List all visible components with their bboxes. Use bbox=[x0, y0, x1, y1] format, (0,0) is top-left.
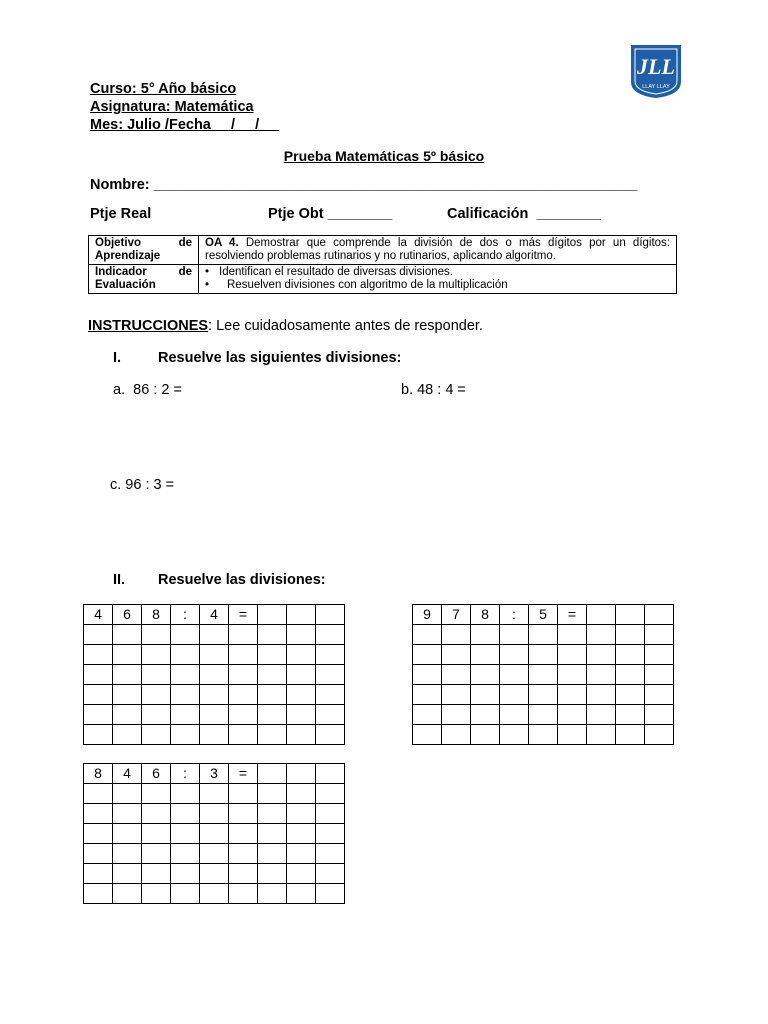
grid-cell[interactable] bbox=[229, 884, 258, 904]
grid-row bbox=[84, 884, 345, 904]
grid-header-cell[interactable] bbox=[287, 605, 316, 625]
grid-cell[interactable] bbox=[142, 824, 171, 844]
grid-cell[interactable] bbox=[113, 864, 142, 884]
grid-cell[interactable] bbox=[84, 625, 113, 645]
grid-cell[interactable] bbox=[113, 884, 142, 904]
grid-cell[interactable] bbox=[287, 725, 316, 745]
grid-cell[interactable] bbox=[171, 824, 200, 844]
objective-text bbox=[199, 236, 677, 265]
grid-cell[interactable] bbox=[529, 645, 558, 665]
grid-cell[interactable] bbox=[558, 645, 587, 665]
grid-header-cell[interactable] bbox=[316, 605, 345, 625]
grid-cell[interactable] bbox=[142, 665, 171, 685]
grid-row bbox=[84, 685, 345, 705]
grid-cell[interactable] bbox=[84, 685, 113, 705]
section1-title: Resuelve las siguientes divisiones: bbox=[158, 350, 402, 366]
grid-cell[interactable] bbox=[287, 645, 316, 665]
grid-cell[interactable] bbox=[171, 705, 200, 725]
grid-cell[interactable] bbox=[316, 784, 345, 804]
grid-cell[interactable] bbox=[316, 824, 345, 844]
grid-cell[interactable] bbox=[287, 804, 316, 824]
grid-cell[interactable] bbox=[229, 784, 258, 804]
grid-cell[interactable] bbox=[171, 784, 200, 804]
grid-header-cell[interactable]: 6 bbox=[142, 764, 171, 784]
grid-cell[interactable] bbox=[258, 804, 287, 824]
grid-cell[interactable] bbox=[316, 864, 345, 884]
grid-header-cell[interactable]: 8 bbox=[142, 605, 171, 625]
grid-cell[interactable] bbox=[558, 665, 587, 685]
grid-row bbox=[84, 804, 345, 824]
grid-cell[interactable] bbox=[171, 685, 200, 705]
grid-cell[interactable] bbox=[142, 725, 171, 745]
grid-cell[interactable] bbox=[200, 824, 229, 844]
grid-cell[interactable] bbox=[229, 804, 258, 824]
grid-cell[interactable] bbox=[258, 864, 287, 884]
grid-cell[interactable] bbox=[316, 804, 345, 824]
grid-cell[interactable] bbox=[84, 844, 113, 864]
grid-cell[interactable] bbox=[113, 804, 142, 824]
grid-cell[interactable] bbox=[558, 705, 587, 725]
page-title: Prueba Matemáticas 5º básico bbox=[283, 148, 485, 164]
grid-cell[interactable] bbox=[616, 705, 645, 725]
grid-cell[interactable] bbox=[142, 645, 171, 665]
grid-cell[interactable] bbox=[616, 625, 645, 645]
grid-cell[interactable] bbox=[558, 685, 587, 705]
grid-header-cell[interactable]: 4 bbox=[200, 605, 229, 625]
grid-cell[interactable] bbox=[229, 665, 258, 685]
grid-cell[interactable] bbox=[171, 645, 200, 665]
grid-header-cell[interactable] bbox=[316, 764, 345, 784]
grid-cell[interactable] bbox=[316, 844, 345, 864]
grid-cell[interactable] bbox=[413, 665, 442, 685]
grid-cell[interactable] bbox=[500, 625, 529, 645]
grid-cell[interactable] bbox=[229, 844, 258, 864]
objective-table bbox=[88, 235, 677, 294]
grid-cell[interactable] bbox=[200, 844, 229, 864]
grid-cell[interactable] bbox=[529, 725, 558, 745]
grid-cell[interactable] bbox=[287, 864, 316, 884]
name-field[interactable]: Nombre: ____________________________________________________________ bbox=[90, 177, 638, 193]
grid-cell[interactable] bbox=[529, 665, 558, 685]
grid-cell[interactable] bbox=[287, 685, 316, 705]
grid-header-cell[interactable]: : bbox=[500, 605, 529, 625]
grid-cell[interactable] bbox=[645, 705, 674, 725]
division-grid-1[interactable] bbox=[83, 604, 345, 745]
grid-cell[interactable] bbox=[171, 665, 200, 685]
grid-cell[interactable] bbox=[287, 884, 316, 904]
section2-title: Resuelve las divisiones: bbox=[158, 572, 326, 588]
grid-cell[interactable] bbox=[200, 665, 229, 685]
grid-header-cell[interactable]: 3 bbox=[200, 764, 229, 784]
grid-cell[interactable] bbox=[229, 645, 258, 665]
grid-cell[interactable] bbox=[558, 725, 587, 745]
grid-cell[interactable] bbox=[142, 625, 171, 645]
grid-cell[interactable] bbox=[645, 685, 674, 705]
grid-cell[interactable] bbox=[171, 725, 200, 745]
division-grid-2[interactable] bbox=[412, 604, 674, 745]
grid-cell[interactable] bbox=[171, 884, 200, 904]
grid-cell[interactable] bbox=[616, 645, 645, 665]
indicator-label: Indicador de Evaluación bbox=[89, 265, 199, 294]
grid-cell[interactable] bbox=[113, 625, 142, 645]
grid-cell[interactable] bbox=[500, 705, 529, 725]
instructions bbox=[88, 318, 483, 334]
grid-row bbox=[84, 625, 345, 645]
grid-cell[interactable] bbox=[471, 645, 500, 665]
grid-cell[interactable] bbox=[84, 665, 113, 685]
grid-row bbox=[84, 725, 345, 745]
grid-header-cell[interactable] bbox=[258, 764, 287, 784]
grade-field[interactable]: Calificación ________ bbox=[447, 206, 601, 222]
grid-header-cell[interactable] bbox=[258, 605, 287, 625]
grid-cell[interactable] bbox=[587, 645, 616, 665]
grid-cell[interactable] bbox=[413, 625, 442, 645]
grid-header-row bbox=[84, 764, 345, 784]
grid-cell[interactable] bbox=[500, 685, 529, 705]
grid-cell[interactable] bbox=[616, 665, 645, 685]
grid-cell[interactable] bbox=[200, 864, 229, 884]
real-score-label: Ptje Real bbox=[90, 206, 152, 222]
grid-header-cell[interactable]: 4 bbox=[113, 764, 142, 784]
grid-cell[interactable] bbox=[587, 625, 616, 645]
section1-number: I. bbox=[113, 350, 122, 366]
grid-cell[interactable] bbox=[171, 625, 200, 645]
grid-cell[interactable] bbox=[113, 725, 142, 745]
grid-cell[interactable] bbox=[500, 665, 529, 685]
grid-cell[interactable] bbox=[258, 725, 287, 745]
grid-cell[interactable] bbox=[142, 685, 171, 705]
grid-header-cell[interactable]: 8 bbox=[471, 605, 500, 625]
grid-cell[interactable] bbox=[113, 844, 142, 864]
grid-cell[interactable] bbox=[171, 804, 200, 824]
grid-cell[interactable] bbox=[258, 645, 287, 665]
grid-cell[interactable] bbox=[113, 685, 142, 705]
grid-cell[interactable] bbox=[258, 844, 287, 864]
grid-cell[interactable] bbox=[471, 705, 500, 725]
instructions-text: : Lee cuidadosamente antes de responder. bbox=[208, 318, 483, 334]
grid-cell[interactable] bbox=[113, 705, 142, 725]
grid-cell[interactable] bbox=[645, 645, 674, 665]
grid-cell[interactable] bbox=[84, 824, 113, 844]
grid-cell[interactable] bbox=[142, 784, 171, 804]
grid-cell[interactable] bbox=[500, 725, 529, 745]
indicator-item: • Identifican el resultado de diversas divisiones. bbox=[205, 266, 453, 278]
problem-a: a. 86 : 2 = bbox=[113, 382, 182, 398]
grid-row bbox=[84, 645, 345, 665]
grid-cell[interactable] bbox=[316, 625, 345, 645]
grid-cell[interactable] bbox=[229, 705, 258, 725]
grid-row bbox=[84, 705, 345, 725]
grid-cell[interactable] bbox=[471, 685, 500, 705]
grid-cell[interactable] bbox=[84, 804, 113, 824]
grid-header-row bbox=[84, 605, 345, 625]
grid-cell[interactable] bbox=[442, 705, 471, 725]
course-line: Curso: 5° Año básico bbox=[90, 81, 237, 97]
grid-cell[interactable] bbox=[316, 725, 345, 745]
division-grid-3[interactable] bbox=[83, 763, 345, 904]
grid-cell[interactable] bbox=[142, 844, 171, 864]
grid-cell[interactable] bbox=[84, 705, 113, 725]
grid-cell[interactable] bbox=[645, 625, 674, 645]
grid-cell[interactable] bbox=[171, 844, 200, 864]
grid-cell[interactable] bbox=[113, 784, 142, 804]
grid-cell[interactable] bbox=[287, 824, 316, 844]
grid-cell[interactable] bbox=[645, 665, 674, 685]
grid-cell[interactable] bbox=[229, 824, 258, 844]
grid-cell[interactable] bbox=[258, 705, 287, 725]
objective-code: OA 4. bbox=[205, 237, 239, 249]
grid-row bbox=[84, 665, 345, 685]
grid-cell[interactable] bbox=[529, 625, 558, 645]
grid-header-cell[interactable]: : bbox=[171, 764, 200, 784]
section2-number: II. bbox=[113, 572, 126, 588]
grid-cell[interactable] bbox=[316, 685, 345, 705]
grid-cell[interactable] bbox=[316, 645, 345, 665]
grid-cell[interactable] bbox=[258, 625, 287, 645]
month-date-line: Mes: Julio /Fecha / / bbox=[90, 117, 280, 133]
grid-cell[interactable] bbox=[442, 645, 471, 665]
grid-row bbox=[413, 685, 674, 705]
grid-cell[interactable] bbox=[316, 705, 345, 725]
grid-cell[interactable] bbox=[258, 685, 287, 705]
grid-cell[interactable] bbox=[645, 725, 674, 745]
grid-cell[interactable] bbox=[258, 884, 287, 904]
grid-cell[interactable] bbox=[113, 665, 142, 685]
grid-cell[interactable] bbox=[471, 665, 500, 685]
grid-cell[interactable] bbox=[200, 884, 229, 904]
grid-header-cell[interactable]: : bbox=[171, 605, 200, 625]
grid-cell[interactable] bbox=[200, 725, 229, 745]
grid-cell[interactable] bbox=[113, 824, 142, 844]
grid-cell[interactable] bbox=[413, 645, 442, 665]
grid-header-cell[interactable] bbox=[616, 605, 645, 625]
grid-cell[interactable] bbox=[200, 645, 229, 665]
objective-description: Demostrar que comprende la división de dos o más dígitos por un dígitos: resolviendo problemas rutinarios y no rutinarios, aplicando algoritmo. bbox=[205, 237, 671, 262]
grid-cell[interactable] bbox=[229, 625, 258, 645]
indicator-list bbox=[199, 265, 677, 294]
grid-header-cell[interactable]: = bbox=[558, 605, 587, 625]
objective-row bbox=[89, 236, 677, 265]
grid-cell[interactable] bbox=[142, 864, 171, 884]
grid-header-cell[interactable] bbox=[287, 764, 316, 784]
grid-cell[interactable] bbox=[287, 784, 316, 804]
grid-cell[interactable] bbox=[587, 705, 616, 725]
problem-b: b. 48 : 4 = bbox=[401, 382, 466, 398]
school-logo bbox=[630, 44, 682, 98]
grid-header-cell[interactable] bbox=[587, 605, 616, 625]
grid-cell[interactable] bbox=[316, 665, 345, 685]
grid-header-cell[interactable]: 4 bbox=[84, 605, 113, 625]
grid-row bbox=[413, 665, 674, 685]
grid-cell[interactable] bbox=[413, 685, 442, 705]
grid-header-cell[interactable]: 9 bbox=[413, 605, 442, 625]
grid-header-cell[interactable]: = bbox=[229, 605, 258, 625]
grid-cell[interactable] bbox=[200, 625, 229, 645]
grid-cell[interactable] bbox=[442, 665, 471, 685]
grid-cell[interactable] bbox=[142, 705, 171, 725]
grid-cell[interactable] bbox=[413, 705, 442, 725]
grid-cell[interactable] bbox=[258, 665, 287, 685]
grid-cell[interactable] bbox=[587, 725, 616, 745]
grid-cell[interactable] bbox=[442, 625, 471, 645]
grid-header-cell[interactable]: 5 bbox=[529, 605, 558, 625]
grid-cell[interactable] bbox=[200, 804, 229, 824]
grid-header-cell[interactable]: = bbox=[229, 764, 258, 784]
bullet-icon: • bbox=[205, 279, 210, 291]
logo-monogram: JLL bbox=[637, 54, 675, 79]
grid-cell[interactable] bbox=[287, 844, 316, 864]
grid-header-row bbox=[413, 605, 674, 625]
grid-cell[interactable] bbox=[587, 665, 616, 685]
grid-header-cell[interactable]: 6 bbox=[113, 605, 142, 625]
grid-cell[interactable] bbox=[287, 625, 316, 645]
indicator-row bbox=[89, 265, 677, 294]
grid-header-cell[interactable]: 8 bbox=[84, 764, 113, 784]
grid-cell[interactable] bbox=[258, 784, 287, 804]
instructions-label: INSTRUCCIONES bbox=[88, 318, 209, 334]
subject-line: Asignatura: Matemática bbox=[90, 99, 254, 115]
grid-header-cell[interactable]: 7 bbox=[442, 605, 471, 625]
grid-cell[interactable] bbox=[229, 685, 258, 705]
objective-label: Objetivo de Aprendizaje bbox=[89, 236, 199, 265]
grid-cell[interactable] bbox=[200, 784, 229, 804]
grid-row bbox=[413, 645, 674, 665]
grid-cell[interactable] bbox=[84, 645, 113, 665]
grid-cell[interactable] bbox=[558, 625, 587, 645]
grid-cell[interactable] bbox=[200, 705, 229, 725]
grid-cell[interactable] bbox=[529, 705, 558, 725]
grid-row bbox=[84, 824, 345, 844]
grid-cell[interactable] bbox=[258, 824, 287, 844]
grid-row bbox=[413, 725, 674, 745]
grid-cell[interactable] bbox=[529, 685, 558, 705]
grid-header-cell[interactable] bbox=[645, 605, 674, 625]
grid-cell[interactable] bbox=[229, 864, 258, 884]
grid-cell[interactable] bbox=[616, 725, 645, 745]
grid-cell[interactable] bbox=[316, 884, 345, 904]
grid-cell[interactable] bbox=[442, 685, 471, 705]
grid-cell[interactable] bbox=[413, 725, 442, 745]
logo-caption: LLAY LLAY bbox=[642, 84, 670, 90]
grid-cell[interactable] bbox=[442, 725, 471, 745]
grid-cell[interactable] bbox=[171, 864, 200, 884]
bullet-icon: • bbox=[205, 266, 210, 278]
grid-cell[interactable] bbox=[616, 685, 645, 705]
grid-cell[interactable] bbox=[500, 645, 529, 665]
problem-c: c. 96 : 3 = bbox=[110, 477, 175, 493]
grid-cell[interactable] bbox=[587, 685, 616, 705]
grid-row bbox=[84, 864, 345, 884]
indicator-item: • Resuelven divisiones con algoritmo de la multiplicación bbox=[205, 279, 508, 291]
grid-cell[interactable] bbox=[84, 725, 113, 745]
grid-row bbox=[84, 784, 345, 804]
grid-cell[interactable] bbox=[84, 884, 113, 904]
grid-cell[interactable] bbox=[287, 665, 316, 685]
obtained-score-field[interactable]: Ptje Obt ________ bbox=[268, 206, 393, 222]
grid-cell[interactable] bbox=[471, 625, 500, 645]
grid-cell[interactable] bbox=[84, 784, 113, 804]
grid-cell[interactable] bbox=[84, 864, 113, 884]
grid-row bbox=[84, 844, 345, 864]
grid-row bbox=[413, 705, 674, 725]
grid-cell[interactable] bbox=[142, 884, 171, 904]
grid-cell[interactable] bbox=[142, 804, 171, 824]
grid-cell[interactable] bbox=[287, 705, 316, 725]
grid-cell[interactable] bbox=[200, 685, 229, 705]
grid-cell[interactable] bbox=[113, 645, 142, 665]
grid-row bbox=[413, 625, 674, 645]
grid-cell[interactable] bbox=[471, 725, 500, 745]
grid-cell[interactable] bbox=[229, 725, 258, 745]
